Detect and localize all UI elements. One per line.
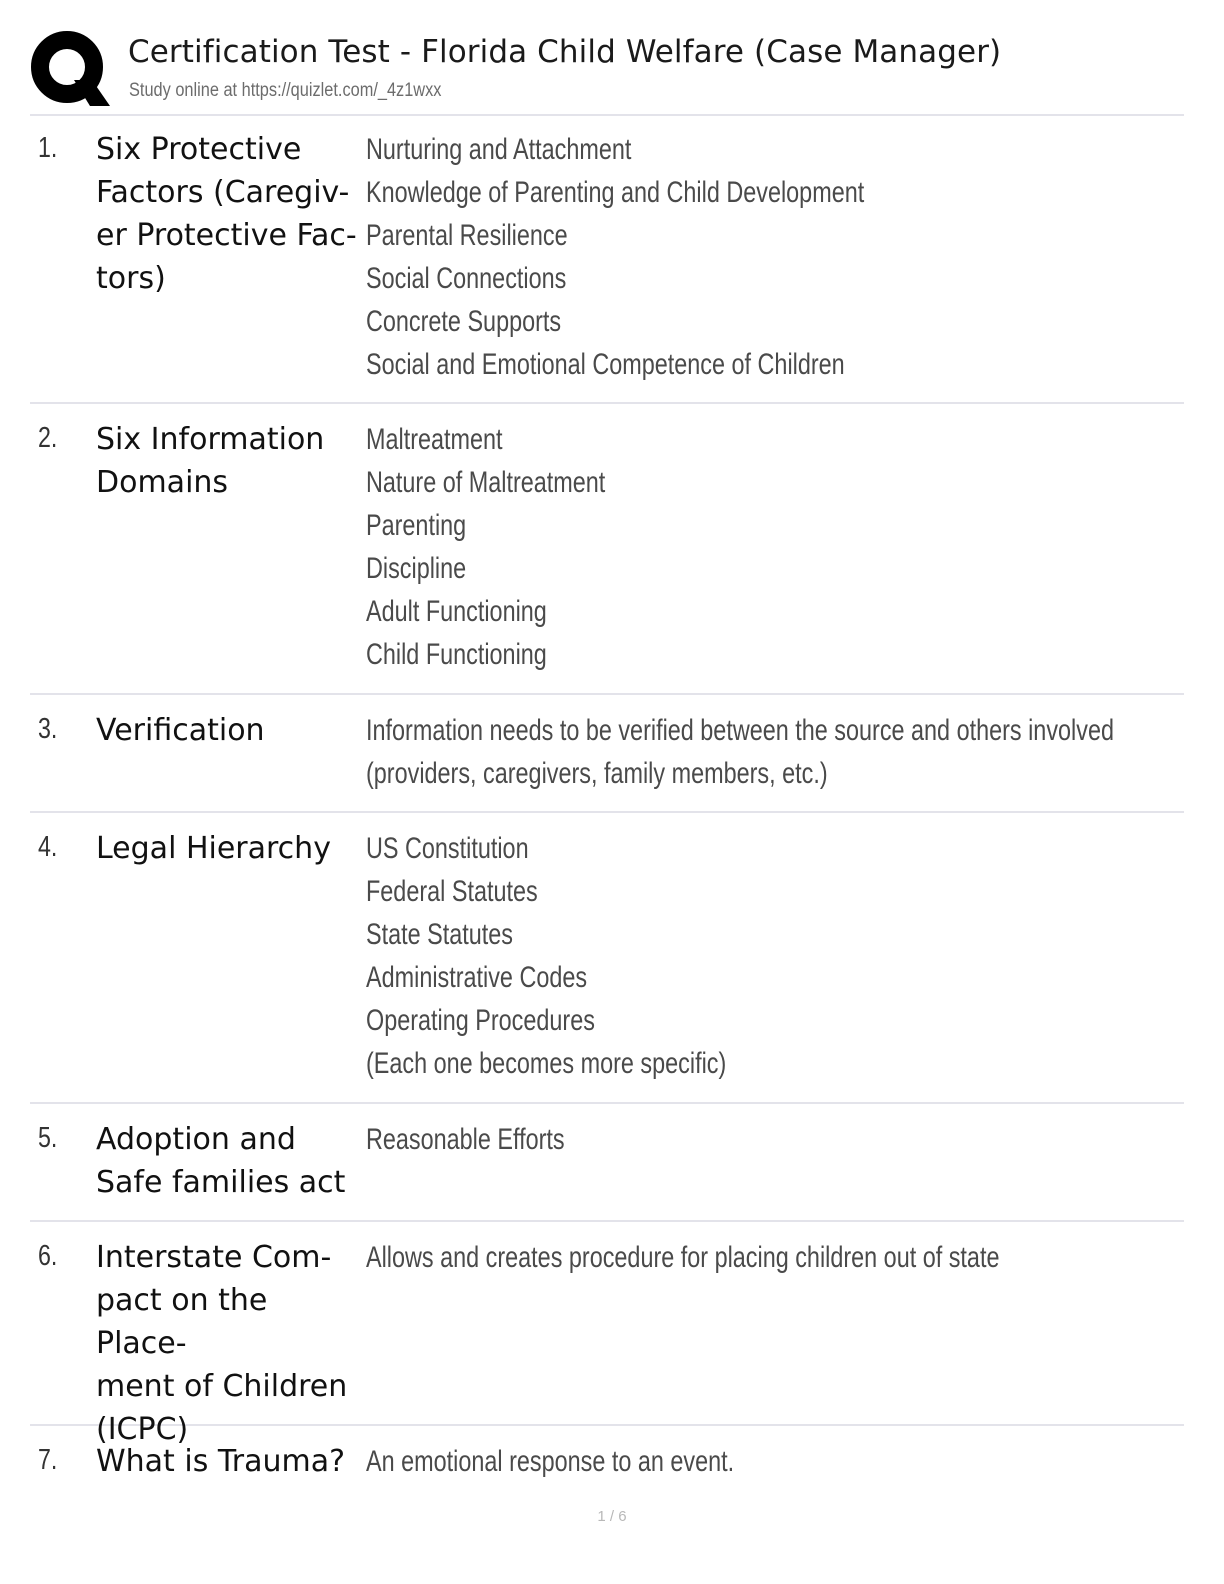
flashcard	[30, 813, 1184, 1104]
flashcard	[30, 695, 1184, 813]
card-definition	[366, 418, 1146, 676]
flashcard	[30, 114, 1184, 404]
card-term: What is Trauma?	[96, 1444, 346, 1479]
definition-line: Knowledge of Parenting and Child Development	[366, 176, 865, 209]
card-number: 5.	[38, 1122, 58, 1154]
definition-line: Parental Resilience	[366, 219, 568, 252]
definition-line: Allows and creates procedure for placing children out of state	[366, 1241, 1000, 1274]
study-online-link[interactable]: Study online at https://quizlet.com/_4z1wxx	[129, 80, 442, 101]
definition-line: Maltreatment	[366, 423, 503, 456]
definition-line: Social and Emotional Competence of Children	[366, 348, 845, 381]
card-number: 6.	[38, 1240, 58, 1272]
card-definition	[366, 128, 1146, 386]
definition-line: US Constitution	[366, 832, 529, 865]
card-number: 2.	[38, 422, 58, 454]
definition-line: Nurturing and Attachment	[366, 133, 632, 166]
card-number: 3.	[38, 713, 58, 745]
definition-line: Parenting	[366, 509, 467, 542]
definition-line: Information needs to be verified between the source and others involved	[366, 714, 1114, 747]
document-header	[30, 28, 1184, 116]
card-definition	[366, 1440, 1146, 1483]
card-definition	[366, 1118, 1146, 1161]
definition-line: Concrete Supports	[366, 305, 562, 338]
card-definition	[366, 827, 1146, 1085]
flashcard-list	[30, 114, 1184, 1506]
card-term: Six Protective Factors (Caregiv- er Protective Fac- tors)	[96, 132, 357, 296]
definition-line: Adult Functioning	[366, 595, 547, 628]
definition-line: (Each one becomes more specific)	[366, 1047, 727, 1080]
page-number: 1 / 6	[597, 1508, 627, 1525]
definition-line: Operating Procedures	[366, 1004, 595, 1037]
definition-line: State Statutes	[366, 918, 513, 951]
card-number: 1.	[38, 132, 58, 164]
definition-line: Social Connections	[366, 262, 567, 295]
flashcard	[30, 404, 1184, 695]
definition-line: Nature of Maltreatment	[366, 466, 606, 499]
card-term: Adoption and Safe families act	[96, 1122, 346, 1200]
definition-line: Child Functioning	[366, 638, 547, 671]
definition-line: An emotional response to an event.	[366, 1445, 735, 1478]
document-title: Certification Test - Florida Child Welfare (Case Manager)	[128, 34, 1002, 70]
definition-line: (providers, caregivers, family members, etc.)	[366, 757, 828, 790]
definition-line: Federal Statutes	[366, 875, 538, 908]
quizlet-logo-icon	[30, 30, 110, 110]
flashcard	[30, 1222, 1184, 1447]
flashcard	[30, 1104, 1184, 1222]
card-number: 4.	[38, 831, 58, 863]
definition-line: Discipline	[366, 552, 467, 585]
card-term: Legal Hierarchy	[96, 831, 331, 866]
card-term: Verification	[96, 713, 265, 748]
flashcard	[30, 1426, 1184, 1506]
card-number: 7.	[38, 1444, 58, 1476]
card-term: Interstate Com- pact on the Place- ment of Children (ICPC)	[96, 1240, 348, 1447]
card-definition	[366, 709, 1146, 795]
definition-line: Reasonable Efforts	[366, 1123, 565, 1156]
definition-line: Administrative Codes	[366, 961, 588, 994]
card-definition	[366, 1236, 1146, 1279]
card-term: Six Information Domains	[96, 422, 325, 500]
